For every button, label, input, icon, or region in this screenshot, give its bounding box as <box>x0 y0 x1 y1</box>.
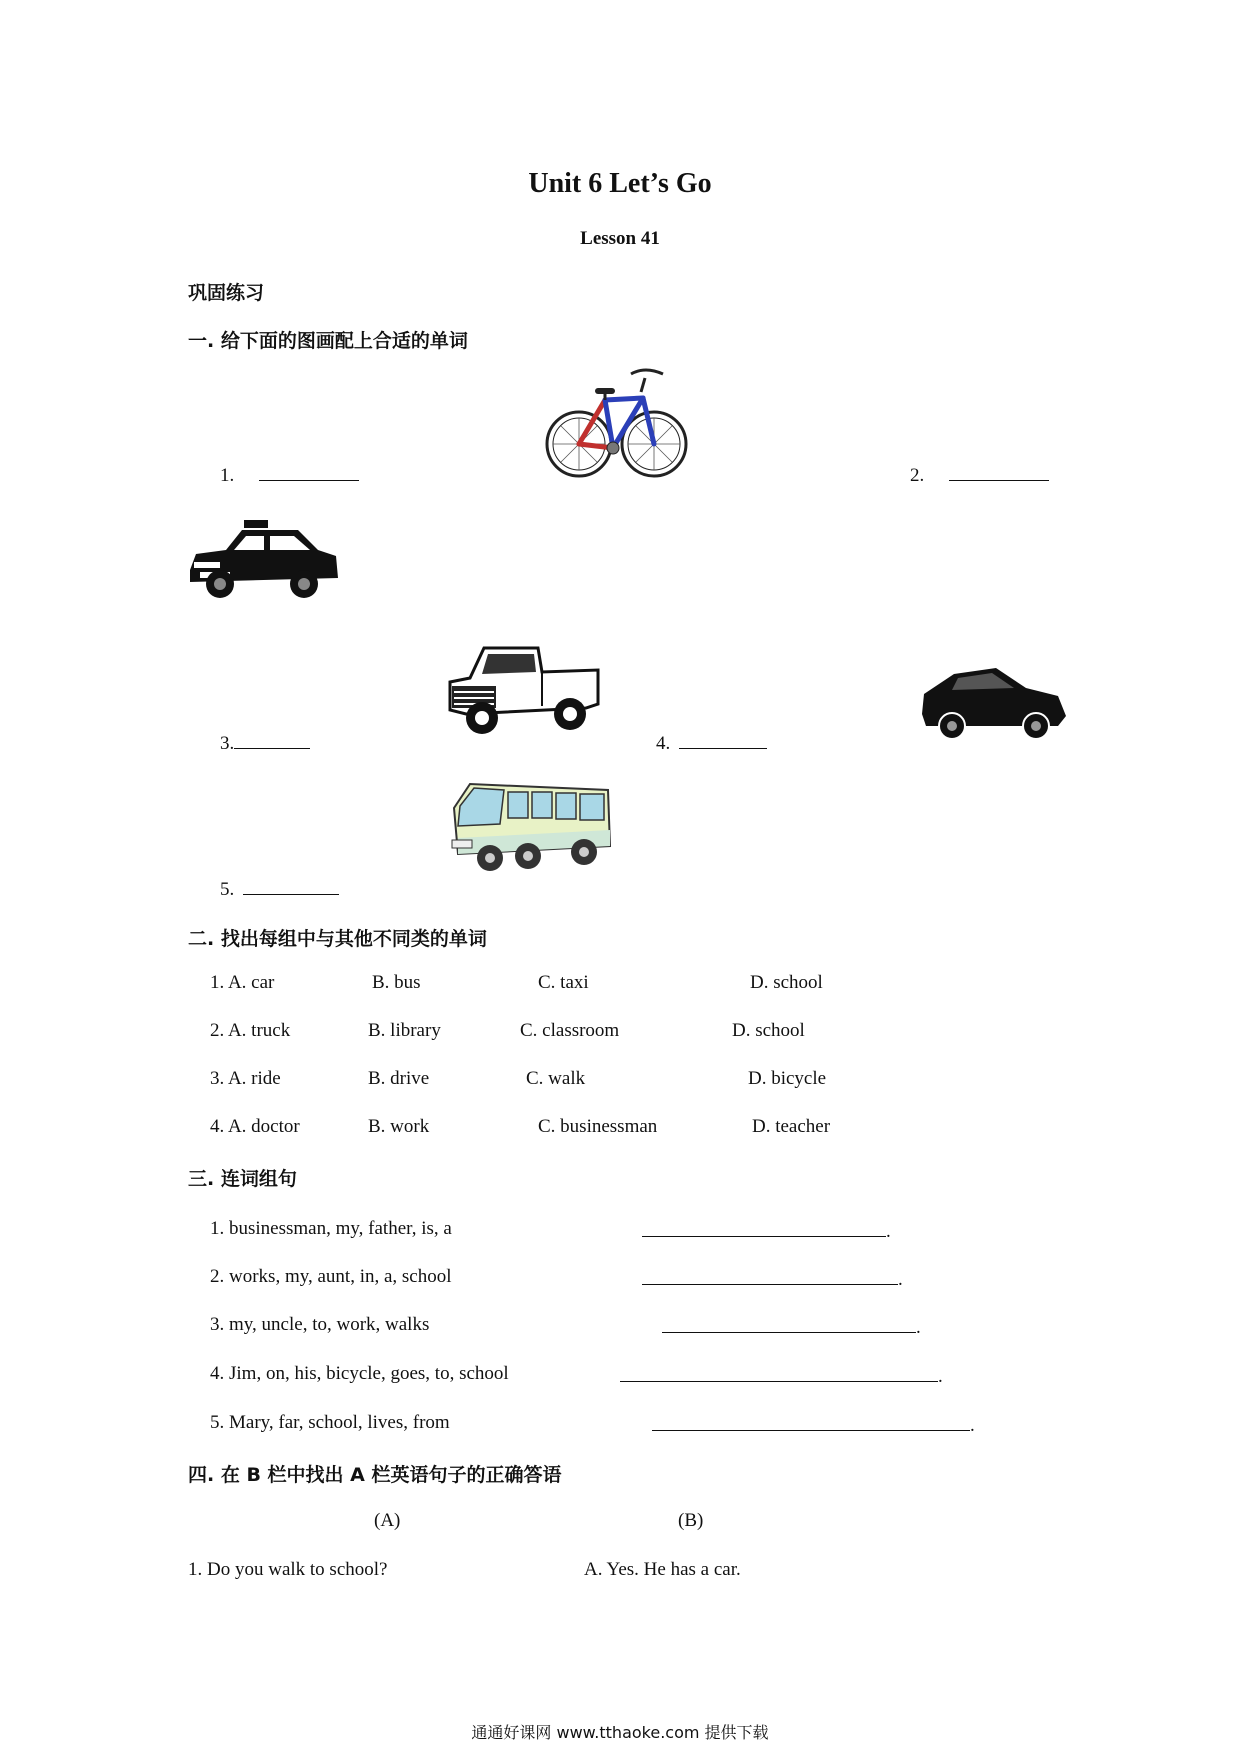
car-picture <box>918 664 1068 744</box>
option-a: 1. A. car <box>210 972 275 993</box>
page-title: Unit 6 Let’s Go <box>528 168 712 199</box>
option-a: 3. A. ride <box>210 1068 281 1089</box>
answer-line-1[interactable]: . <box>642 1218 891 1243</box>
part1-item-4: 4. <box>656 730 767 755</box>
part1-item-3: 3. <box>220 730 310 755</box>
lesson-subtitle: Lesson 41 <box>580 228 660 249</box>
section-label: 巩固练习 <box>188 282 265 304</box>
part1-item-2: 2. <box>910 462 1049 487</box>
option-b: B. bus <box>372 972 421 993</box>
option-c: C. classroom <box>520 1020 620 1041</box>
column-a-label: (A) <box>374 1510 401 1531</box>
answer-blank-4[interactable] <box>679 730 767 749</box>
part3-item-4: 4. Jim, on, his, bicycle, goes, to, school <box>210 1363 509 1384</box>
part2-heading: 二. 找出每组中与其他不同类的单词 <box>188 928 487 950</box>
answer-blank-3[interactable] <box>234 730 310 749</box>
option-c: C. walk <box>526 1068 586 1089</box>
option-d: D. teacher <box>752 1116 831 1137</box>
option-b: B. drive <box>368 1068 430 1089</box>
page-footer: 通通好课网 www.tthaoke.com 提供下载 <box>471 1723 769 1742</box>
part1-heading: 一. 给下面的图画配上合适的单词 <box>188 330 468 352</box>
answer-line-3[interactable]: . <box>662 1314 921 1339</box>
option-a: 2. A. truck <box>210 1020 291 1041</box>
answer-blank-2[interactable] <box>949 462 1049 481</box>
answer-blank-5[interactable] <box>243 876 339 895</box>
option-d: D. bicycle <box>748 1068 827 1089</box>
option-d: D. school <box>750 972 823 993</box>
answer-line-2[interactable]: . <box>642 1266 903 1291</box>
answer-line-4[interactable]: . <box>620 1363 943 1388</box>
part3-item-1: 1. businessman, my, father, is, a <box>210 1218 452 1239</box>
option-b: B. work <box>368 1116 430 1137</box>
option-c: C. businessman <box>538 1116 658 1137</box>
taxi-picture <box>186 518 341 608</box>
column-b-label: (B) <box>678 1510 704 1531</box>
part1-item-1: 1. <box>220 462 359 487</box>
part3-item-2: 2. works, my, aunt, in, a, school <box>210 1266 452 1287</box>
part4-question-1: 1. Do you walk to school? <box>188 1559 388 1580</box>
option-c: C. taxi <box>538 972 589 993</box>
pickup-truck-picture <box>446 642 604 742</box>
part4-heading: 四. 在 B 栏中找出 A 栏英语句子的正确答语 <box>188 1464 562 1486</box>
part3-item-5: 5. Mary, far, school, lives, from <box>210 1412 450 1433</box>
option-b: B. library <box>368 1020 441 1041</box>
part3-item-3: 3. my, uncle, to, work, walks <box>210 1314 430 1335</box>
answer-blank-1[interactable] <box>259 462 359 481</box>
part4-answer-a: A. Yes. He has a car. <box>584 1559 741 1580</box>
part1-item-5: 5. <box>220 876 339 901</box>
bicycle-picture <box>545 362 690 487</box>
part3-heading: 三. 连词组句 <box>188 1168 297 1190</box>
option-a: 4. A. doctor <box>210 1116 300 1137</box>
answer-line-5[interactable]: . <box>652 1412 975 1437</box>
option-d: D. school <box>732 1020 805 1041</box>
bus-picture <box>448 778 616 878</box>
